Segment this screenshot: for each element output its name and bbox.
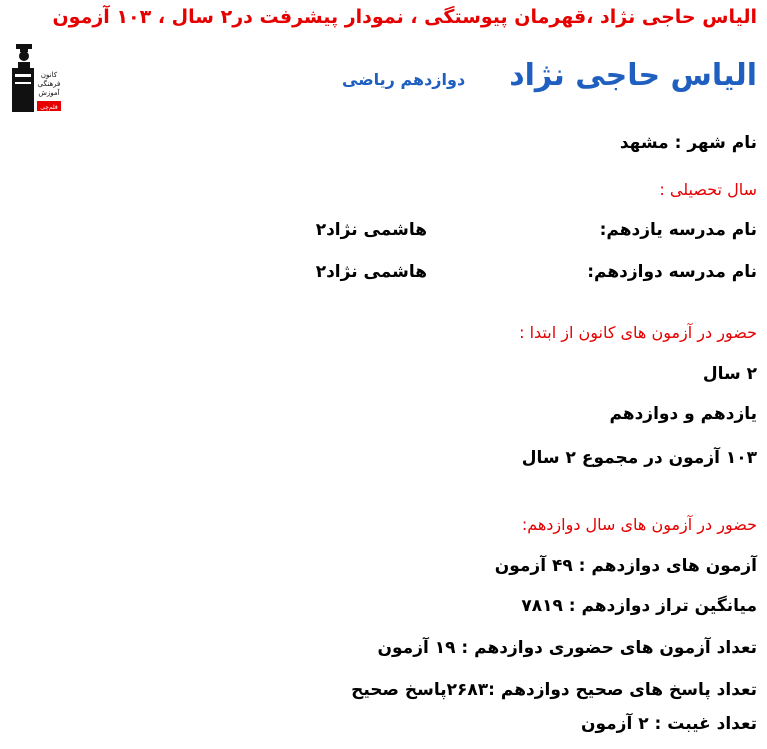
school-11-label: نام مدرسه یازدهم: <box>599 220 757 240</box>
school-year-heading: سال تحصیلی : <box>659 180 757 199</box>
grade12-average-score: میانگین تراز دوازدهم : ۷۸۱۹ <box>521 596 757 616</box>
svg-text:آموزش: آموزش <box>38 89 60 97</box>
attendance-heading: حضور در آزمون های کانون از ابتدا : <box>519 323 757 342</box>
kanoon-logo-icon <box>10 44 65 116</box>
grade12-in-person-exams: تعداد آزمون های حضوری دوازدهم : ۱۹ آزمون <box>377 638 757 658</box>
svg-text:فرهنگی: فرهنگی <box>37 80 61 88</box>
grade12-heading: حضور در آزمون های سال دوازدهم: <box>521 515 757 534</box>
school-12-label: نام مدرسه دوازدهم: <box>587 262 757 282</box>
attendance-years: ۲ سال <box>702 364 757 384</box>
student-grade: دوازدهم ریاضی <box>342 70 466 89</box>
headline: الیاس حاجی نژاد ،قهرمان پیوستگی ، نمودار پیشرفت در۲ سال ، ۱۰۳ آزمون <box>52 6 757 28</box>
school-12-value: هاشمی نژاد۲ <box>315 262 427 282</box>
svg-text:قلم‌چی: قلم‌چی <box>40 104 58 111</box>
school-11-value: هاشمی نژاد۲ <box>315 220 427 240</box>
grade12-absences: تعداد غیبت : ۲ آزمون <box>580 714 757 734</box>
student-name: الیاس حاجی نژاد <box>509 58 757 93</box>
grade12-exams: آزمون های دوازدهم : ۴۹ آزمون <box>494 556 757 576</box>
grade12-correct-answers: تعداد پاسخ های صحیح دوازدهم :۲۶۸۳پاسخ صحیح <box>351 680 757 700</box>
city-line: نام شهر : مشهد <box>619 133 757 153</box>
svg-text:کانون: کانون <box>40 71 58 79</box>
attendance-total: ۱۰۳ آزمون در مجموع ۲ سال <box>521 448 757 468</box>
attendance-grades: یازدهم و دوازدهم <box>609 404 757 424</box>
